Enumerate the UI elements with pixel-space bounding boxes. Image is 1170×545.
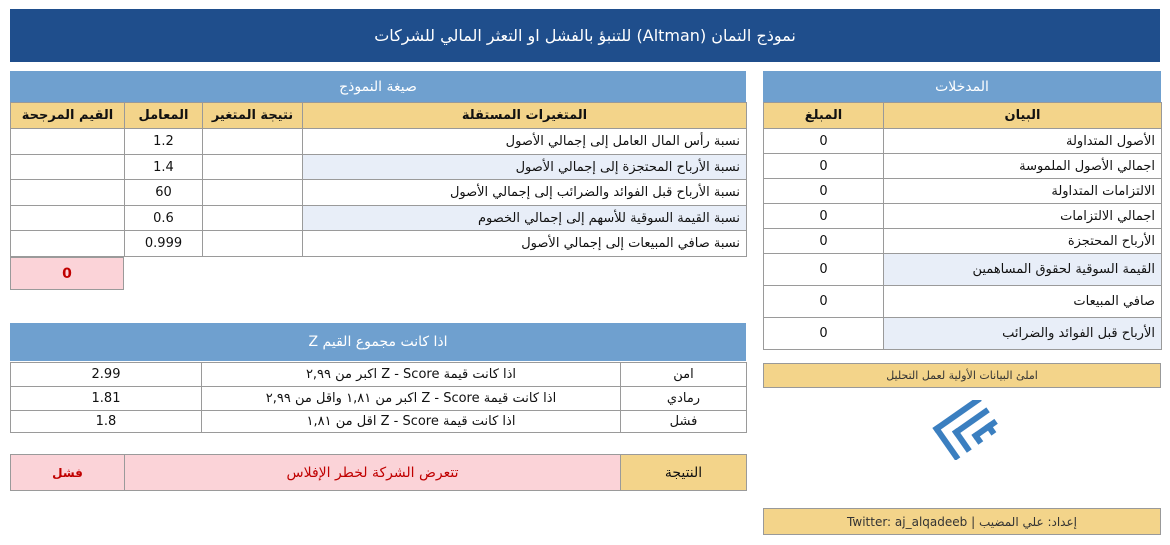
result-status: فشل <box>11 455 125 491</box>
model-coef: 1.2 <box>125 129 203 155</box>
model-table <box>10 102 747 257</box>
input-value-retained-earnings[interactable]: 0 <box>764 229 884 254</box>
input-label: صافي المبيعات <box>884 286 1162 318</box>
model-var-label: نسبة الأرباح قبل الفوائد والضرائب إلى إجمالي الأصول <box>303 180 747 206</box>
model-header <box>10 71 746 102</box>
zscore-table <box>10 362 747 433</box>
model-col-vars: المتغيرات المستقلة <box>303 103 747 129</box>
model-var-label: نسبة القيمة السوقية للأسهم إلى إجمالي الخصوم <box>303 206 747 231</box>
result-label: النتيجة <box>621 455 747 491</box>
model-title: صيغة النموذج <box>339 78 417 95</box>
model-weighted <box>11 206 125 231</box>
result-table <box>10 454 747 491</box>
zscore-value: 1.81 <box>11 387 202 411</box>
model-coef: 60 <box>125 180 203 206</box>
input-value-total-liabilities[interactable]: 0 <box>764 204 884 229</box>
input-label: الالتزامات المتداولة <box>884 179 1162 204</box>
model-weighted <box>11 180 125 206</box>
logo-icon <box>928 400 1008 460</box>
inputs-col-item: البيان <box>884 103 1162 129</box>
zscore-status-fail: فشل <box>621 411 747 433</box>
model-total <box>10 257 124 290</box>
input-label: الأصول المتداولة <box>884 129 1162 154</box>
zscore-title: اذا كانت مجموع القيم Z <box>308 334 448 350</box>
model-coef: 0.999 <box>125 231 203 257</box>
result-message: تتعرض الشركة لخطر الإفلاس <box>125 455 621 491</box>
model-total-value: 0 <box>62 265 72 282</box>
footer-credit <box>763 508 1161 535</box>
page-title-text: نموذج التمان (Altman) للتنبؤ بالفشل او التعثر المالي للشركات <box>374 26 796 45</box>
model-col-coef: المعامل <box>125 103 203 129</box>
model-var-label: نسبة صافي المبيعات إلى إجمالي الأصول <box>303 231 747 257</box>
model-coef: 1.4 <box>125 155 203 180</box>
model-result <box>203 129 303 155</box>
zscore-value: 2.99 <box>11 363 202 387</box>
input-label: القيمة السوقية لحقوق المساهمين <box>884 254 1162 286</box>
input-label: اجمالي الأصول الملموسة <box>884 154 1162 179</box>
input-value-current-liabilities[interactable]: 0 <box>764 179 884 204</box>
model-weighted <box>11 231 125 257</box>
model-result <box>203 206 303 231</box>
model-col-result: نتيجة المتغير <box>203 103 303 129</box>
input-value-ebit[interactable]: 0 <box>764 318 884 350</box>
inputs-title: المدخلات <box>935 78 989 95</box>
inputs-note-text: املئ البيانات الأولية لعمل التحليل <box>886 369 1038 382</box>
input-value-net-sales[interactable]: 0 <box>764 286 884 318</box>
input-label: الأرباح المحتجزة <box>884 229 1162 254</box>
zscore-status-grey: رمادي <box>621 387 747 411</box>
zscore-status-safe: امن <box>621 363 747 387</box>
zscore-header <box>10 323 746 361</box>
input-label: الأرباح قبل الفوائد والضرائب <box>884 318 1162 350</box>
model-result <box>203 155 303 180</box>
model-col-weighted: القيم المرجحة <box>11 103 125 129</box>
page-title <box>10 9 1160 62</box>
model-coef: 0.6 <box>125 206 203 231</box>
input-value-current-assets[interactable]: 0 <box>764 129 884 154</box>
input-label: اجمالي الالتزامات <box>884 204 1162 229</box>
zscore-condition: اذا كانت قيمة Z - Score اكبر من ١,٨١ واقل من ٢,٩٩ <box>202 387 621 411</box>
model-weighted <box>11 129 125 155</box>
zscore-value: 1.8 <box>11 411 202 433</box>
inputs-note <box>763 363 1161 388</box>
input-value-tangible-assets[interactable]: 0 <box>764 154 884 179</box>
model-var-label: نسبة الأرباح المحتجزة إلى إجمالي الأصول <box>303 155 747 180</box>
inputs-table <box>763 102 1162 350</box>
model-result <box>203 231 303 257</box>
input-value-market-equity[interactable]: 0 <box>764 254 884 286</box>
zscore-condition: اذا كانت قيمة Z - Score اكبر من ٢,٩٩ <box>202 363 621 387</box>
inputs-header <box>763 71 1161 102</box>
model-result <box>203 180 303 206</box>
model-weighted <box>11 155 125 180</box>
inputs-col-amount: المبلغ <box>764 103 884 129</box>
logo <box>928 400 1008 460</box>
zscore-condition: اذا كانت قيمة Z - Score اقل من ١,٨١ <box>202 411 621 433</box>
model-var-label: نسبة رأس المال العامل إلى إجمالي الأصول <box>303 129 747 155</box>
footer-credit-text: إعداد: علي المضيب | Twitter: aj_alqadeeb <box>847 514 1077 529</box>
